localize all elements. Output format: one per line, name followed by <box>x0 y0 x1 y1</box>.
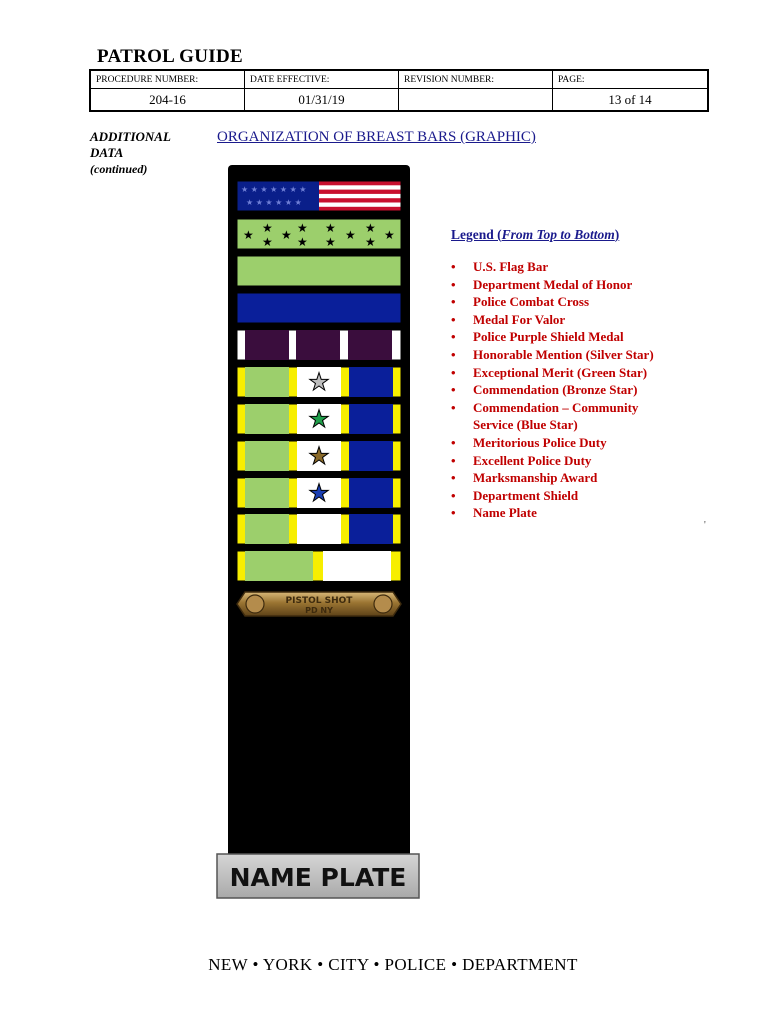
legend-item: • U.S. Flag Bar <box>451 258 681 276</box>
stray-mark: ' <box>704 520 706 531</box>
svg-text:★: ★ <box>262 221 273 235</box>
svg-text:★: ★ <box>243 228 254 242</box>
legend-emphasis: From Top to Bottom <box>501 227 615 242</box>
meritorious-police-duty-bar <box>237 514 401 544</box>
medal-of-honor-bar <box>237 219 401 249</box>
svg-text:★: ★ <box>384 228 395 242</box>
svg-text:★: ★ <box>281 228 292 242</box>
marksmanship-award-bar <box>237 592 401 616</box>
side-label <box>90 129 171 177</box>
name-plate-graphic <box>217 854 419 898</box>
legend-suffix: ) <box>614 227 620 242</box>
svg-text:★: ★ <box>308 368 330 396</box>
breast-bar-graphic <box>213 160 425 905</box>
revision-number-value <box>399 89 553 112</box>
commendation-bronze-bar <box>237 441 401 471</box>
commendation-community-service-bar <box>237 478 401 508</box>
date-effective-value: 01/31/19 <box>245 89 399 112</box>
honorable-mention-bar <box>237 367 401 397</box>
legend-item: • Excellent Police Duty <box>451 452 681 470</box>
legend-item: • Meritorious Police Duty <box>451 434 681 452</box>
svg-text:★: ★ <box>262 235 273 249</box>
svg-text:★: ★ <box>345 228 356 242</box>
excellent-police-duty-bar <box>237 551 401 581</box>
page-value: 13 of 14 <box>553 89 709 112</box>
combat-cross-bar <box>237 256 401 286</box>
purple-shield-bar <box>237 330 401 360</box>
legend-item: • Department Medal of Honor <box>451 276 681 294</box>
legend-item: • Name Plate <box>451 504 681 522</box>
svg-text:★: ★ <box>325 221 336 235</box>
svg-text:★ ★ ★ ★ ★ ★ ★: ★ ★ ★ ★ ★ ★ ★ <box>241 185 307 194</box>
svg-text:★: ★ <box>308 405 330 433</box>
name-plate-text: NAME PLATE <box>229 863 407 892</box>
document-title: PATROL GUIDE <box>97 46 243 67</box>
date-effective-label: DATE EFFECTIVE: <box>245 70 399 89</box>
legend-item: • Marksmanship Award <box>451 469 681 487</box>
legend-list <box>451 258 681 522</box>
legend-item: • Police Purple Shield Medal <box>451 328 681 346</box>
side-label-line-1: ADDITIONAL <box>90 129 171 144</box>
header-table <box>89 69 709 112</box>
header-value-row <box>90 89 708 112</box>
legend-item: • Exceptional Merit (Green Star) <box>451 364 681 382</box>
shield-text-2: PD NY <box>305 606 333 615</box>
legend-prefix: Legend ( <box>451 227 502 242</box>
svg-text:★: ★ <box>308 479 330 507</box>
svg-text:★: ★ <box>308 442 330 470</box>
legend-item: • Police Combat Cross <box>451 293 681 311</box>
svg-text:★: ★ <box>297 221 308 235</box>
footer-text: NEW • YORK • CITY • POLICE • DEPARTMENT <box>208 955 578 974</box>
exceptional-merit-bar <box>237 404 401 434</box>
procedure-number-label: PROCEDURE NUMBER: <box>90 70 245 89</box>
legend-title <box>451 227 619 243</box>
section-heading: ORGANIZATION OF BREAST BARS (GRAPHIC) <box>217 129 536 145</box>
header-label-row <box>90 70 708 89</box>
page-label: PAGE: <box>553 70 709 89</box>
revision-number-label: REVISION NUMBER: <box>399 70 553 89</box>
svg-text:★ ★ ★ ★ ★ ★: ★ ★ ★ ★ ★ ★ <box>246 198 302 207</box>
side-label-line-2: DATA <box>90 145 124 160</box>
svg-text:★: ★ <box>365 221 376 235</box>
legend-item: • Honorable Mention (Silver Star) <box>451 346 681 364</box>
us-flag-bar <box>237 181 401 211</box>
shield-text-1: PISTOL SHOT <box>285 596 353 606</box>
svg-text:★: ★ <box>365 235 376 249</box>
legend-item: • Commendation – Community Service (Blue Star) <box>451 399 681 434</box>
medal-for-valor-bar <box>237 293 401 323</box>
legend-item: • Department Shield <box>451 487 681 505</box>
svg-text:★: ★ <box>325 235 336 249</box>
side-label-line-3: (continued) <box>90 162 148 176</box>
svg-text:★: ★ <box>297 235 308 249</box>
procedure-number-value: 204-16 <box>90 89 245 112</box>
legend-item: • Commendation (Bronze Star) <box>451 381 681 399</box>
legend-item: • Medal For Valor <box>451 311 681 329</box>
